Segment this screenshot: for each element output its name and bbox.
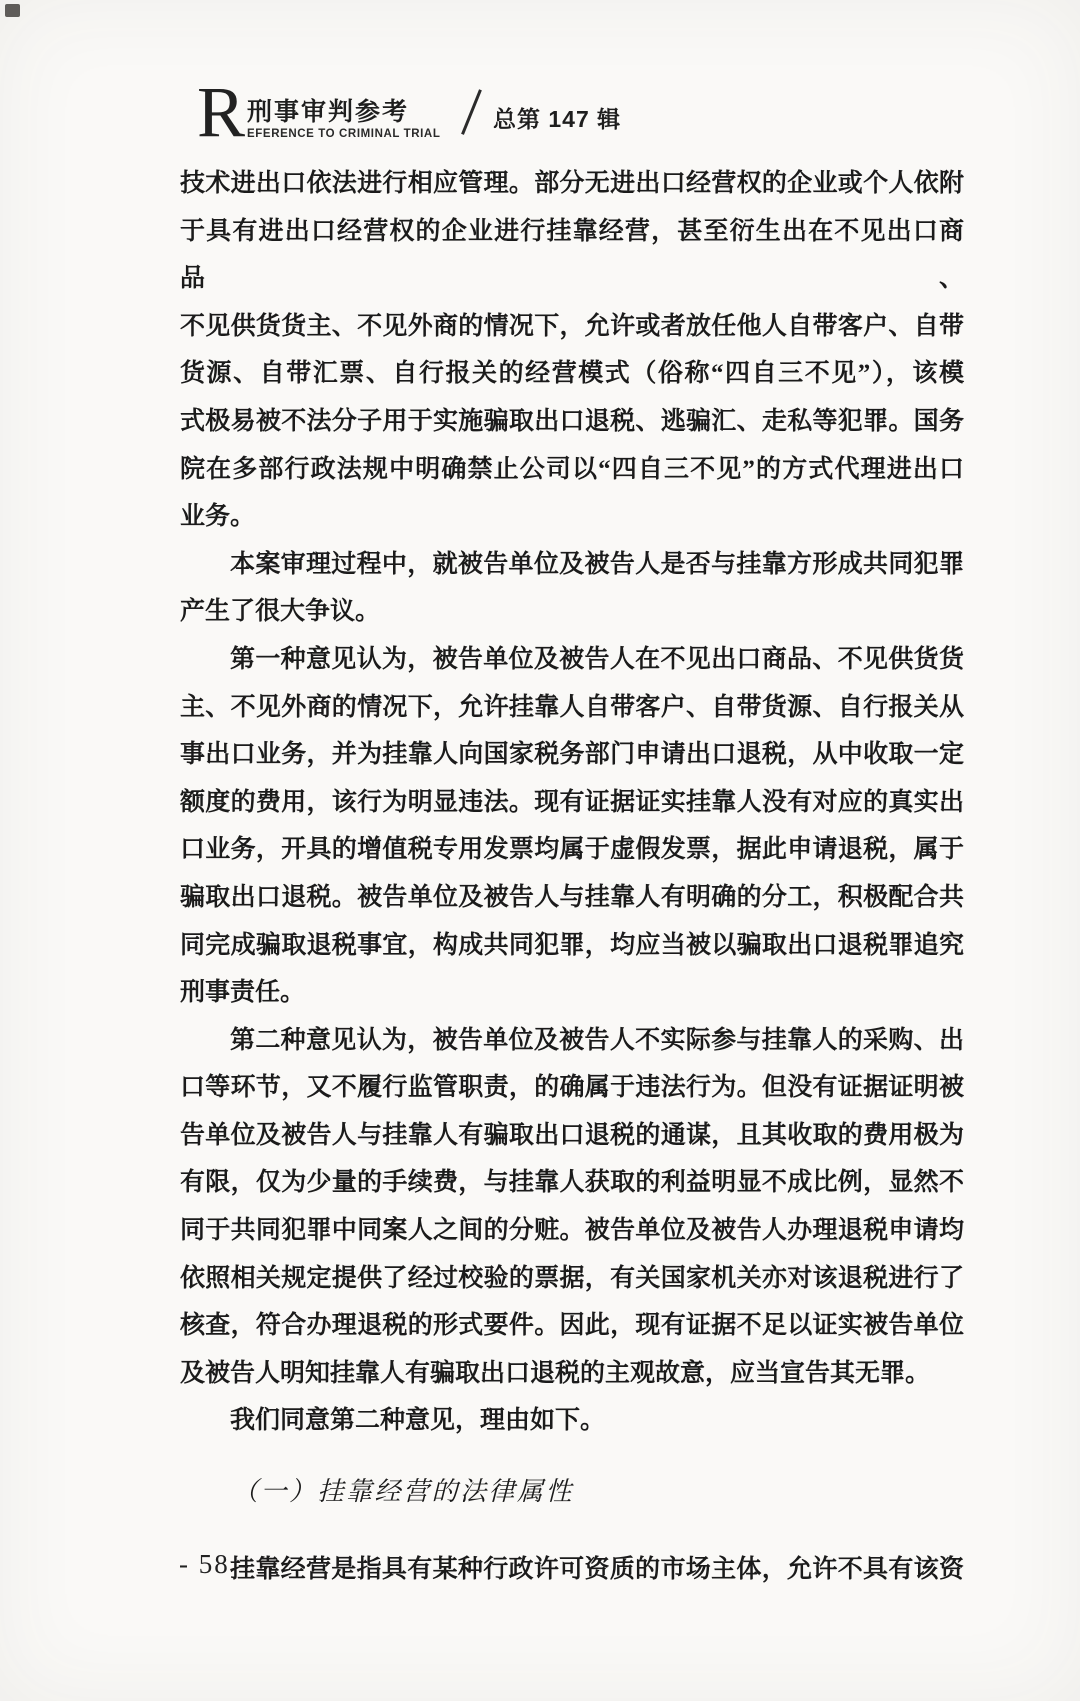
text-line: （一）挂靠经营的法律属性 [232, 1477, 575, 1507]
scan-artifact [5, 4, 20, 17]
text-line: 业务。 [180, 503, 256, 531]
paragraph [180, 636, 964, 1017]
text-line: 第二种意见认为，被告单位及被告人不实际参与挂靠人的采购、出 [230, 1026, 964, 1054]
text-line: 院在多部行政法规中明确禁止公司以“四自三不见”的方式代理进出口 [180, 455, 964, 483]
text-line: 刑事责任。 [180, 979, 306, 1007]
text-line: 不见供货货主、不见外商的情况下，允许或者放任他人自带客户、自带 [180, 312, 964, 340]
page-number: - 58 - [179, 1549, 250, 1579]
paragraph [180, 1017, 964, 1398]
journal-title-cn: 刑事审判参考 [247, 97, 410, 126]
text-line: 核查，符合办理退税的形式要件。因此，现有证据不足以证实被告单位 [180, 1312, 964, 1340]
text-line: 事出口业务，并为挂靠人向国家税务部门申请出口退税，从中收取一定 [180, 741, 964, 769]
text-line: 货源、自带汇票、自行报关的经营模式（俗称“四自三不见”），该模 [180, 360, 964, 388]
text-line: 本案审理过程中，就被告单位及被告人是否与挂靠方形成共同犯罪 [230, 550, 964, 578]
logo-r: R [197, 72, 246, 152]
text-line: 同于共同犯罪中同案人之间的分赃。被告单位及被告人办理退税申请均 [180, 1217, 964, 1245]
text-line: 额度的费用，该行为明显违法。现有证据证实挂靠人没有对应的真实出 [180, 788, 964, 816]
page-header [197, 72, 622, 152]
slash-divider [462, 89, 482, 134]
text-line: 我们同意第二种意见，理由如下。 [230, 1407, 606, 1435]
text-line: 主、不见外商的情况下，允许挂靠人自带客户、自带货源、自行报关从 [180, 693, 964, 721]
text-line: 式极易被不法分子用于实施骗取出口退税、逃骗汇、走私等犯罪。国务 [180, 407, 964, 435]
text-line: 有限，仅为少量的手续费，与挂靠人获取的利益明显不成比例，显然不 [180, 1169, 964, 1197]
text-line: 骗取出口退税。被告单位及被告人与挂靠人有明确的分工，积极配合共 [180, 883, 964, 911]
paragraph [180, 1397, 964, 1445]
paragraph [180, 160, 964, 541]
text-line: 于具有进出口经营权的企业进行挂靠经营，甚至衍生出在不见出口商品、 [180, 217, 964, 293]
text-line: 依照相关规定提供了经过校验的票据，有关国家机关亦对该退税进行了 [180, 1264, 964, 1292]
issue-number: 总第 147 辑 [492, 106, 622, 133]
text-line: 告单位及被告人与挂靠人有骗取出口退税的通谋，且其收取的费用极为 [180, 1121, 964, 1149]
paragraph [180, 1546, 964, 1594]
text-line: 产生了很大争议。 [180, 598, 381, 626]
journal-title-en: EFERENCE TO CRIMINAL TRIAL [247, 127, 441, 140]
text-line: 及被告人明知挂靠人有骗取出口退税的主观故意，应当宣告其无罪。 [180, 1359, 931, 1387]
section-heading [180, 1468, 964, 1516]
text-line: 口业务，开具的增值税专用发票均属于虚假发票，据此申请退税，属于 [180, 836, 964, 864]
journal-logo [247, 97, 441, 141]
text-line: 第一种意见认为，被告单位及被告人在不见出口商品、不见供货货 [230, 645, 964, 673]
paragraph [180, 541, 964, 636]
text-line: 技术进出口依法进行相应管理。部分无进出口经营权的企业或个人依附 [180, 170, 964, 197]
body-text [180, 160, 964, 1593]
text-line: 口等环节，又不履行监管职责，的确属于违法行为。但没有证据证明被 [180, 1074, 964, 1102]
text-line: 挂靠经营是指具有某种行政许可资质的市场主体，允许不具有该资 [230, 1555, 964, 1583]
text-line: 同完成骗取退税事宜，构成共同犯罪，均应当被以骗取出口退税罪追究 [180, 931, 964, 959]
